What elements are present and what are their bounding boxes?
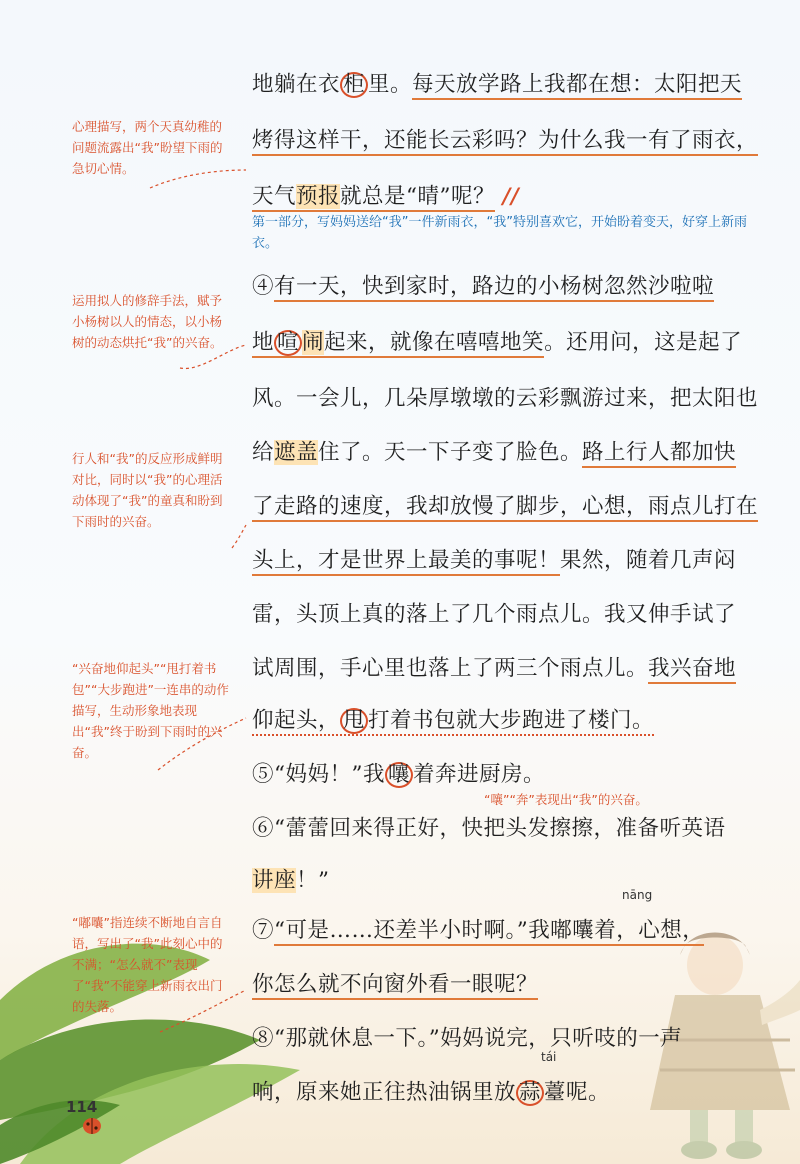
text-line-13: ⑤“妈妈！”我 嚷 着奔进厨房。	[252, 762, 546, 787]
text-line-11: 试周围，手心里也落上了两三个雨点儿。我兴奋地	[252, 654, 752, 684]
text-line-6: 风。一会儿，几朵厚墩墩的云彩飘游过来，把太阳也	[252, 386, 759, 411]
pinyin-tai: tái	[541, 1050, 557, 1064]
text-line-10: 雷，头顶上真的落上了几个雨点儿。我又伸手试了	[252, 602, 737, 627]
text-line-19: 响，原来她正往热油锅里放 蒜 薹呢。	[252, 1080, 611, 1105]
text-line-1: 地躺在衣 柜 里。每天放学路上我都在想：太阳把天	[252, 70, 752, 100]
text-line-17: 你怎么就不向窗外看一眼呢？	[252, 970, 752, 1000]
text-line-16: ⑦“可是……还差半小时啊。”我嘟囔着，心想，	[252, 916, 752, 946]
text-line-18: ⑧“那就休息一下。”妈妈说完，只听吱的一声	[252, 1026, 683, 1051]
pinyin-nang: nāng	[622, 888, 653, 902]
text-line-12: 仰起头， 甩 打着书包就大步跑进了楼门。	[252, 706, 752, 736]
text-line-4: ④有一天，快到家时，路边的小杨树忽然沙啦啦	[252, 272, 752, 302]
text-segment: 地躺在衣	[252, 72, 341, 97]
side-note-1: 心理描写，两个天真幼稚的问题流露出“我”盼望下雨的急切心情。	[72, 119, 223, 176]
page-number: 114	[66, 1098, 98, 1116]
side-note-2: 运用拟人的修辞手法，赋予小杨树以人的情态，以小杨树的动态烘托“我”的兴奋。	[72, 293, 223, 350]
side-note-4: “兴奋地仰起头”“甩打着书包”“大步跑进”一连串的动作描写，生动形象地表现出“我”终于盼到下雨时的兴奋。	[72, 661, 229, 760]
text-line-3: 天气预报就总是“晴”呢？ //	[252, 182, 752, 212]
text-line-15: 讲座！”	[252, 868, 330, 893]
text-line-8: 了走路的速度，我却放慢了脚步，心想，雨点儿打在	[252, 492, 752, 522]
ladybug-icon	[83, 1118, 101, 1134]
text-line-9: 头上，才是世界上最美的事呢！果然，随着几声闷	[252, 546, 752, 576]
section-break-mark: //	[502, 184, 520, 209]
side-note-3: 行人和“我”的反应形成鲜明对比，同时以“我”的心理活动体现了“我”的童真和盼到下雨时的兴奋。	[72, 451, 223, 529]
side-note-5: “嘟囔”指连续不断地自言自语，写出了“我”此刻心中的不满；“怎么就不”表现了“我”不能穿上新雨衣出门的失落。	[72, 915, 223, 1014]
text-line-2: 烤得这样干，还能长云彩吗？为什么我一有了雨衣，	[252, 126, 752, 156]
circled-char: 柜	[340, 72, 368, 98]
text-line-7: 给遮盖住了。天一下子变了脸色。路上行人都加快	[252, 438, 752, 468]
text-line-14: ⑥“蕾蕾回来得正好，快把头发擦擦，准备听英语	[252, 816, 726, 841]
section-summary: 第一部分，写妈妈送给“我”一件新雨衣，“我”特别喜欢它，开始盼着变天，好穿上新雨衣。	[252, 215, 747, 251]
text-line-5: 地 喧 闹起来，就像在嘻嘻地笑。还用问，这是起了	[252, 328, 752, 358]
inline-annotation: “嚷”“奔”表现出“我”的兴奋。	[484, 792, 648, 807]
